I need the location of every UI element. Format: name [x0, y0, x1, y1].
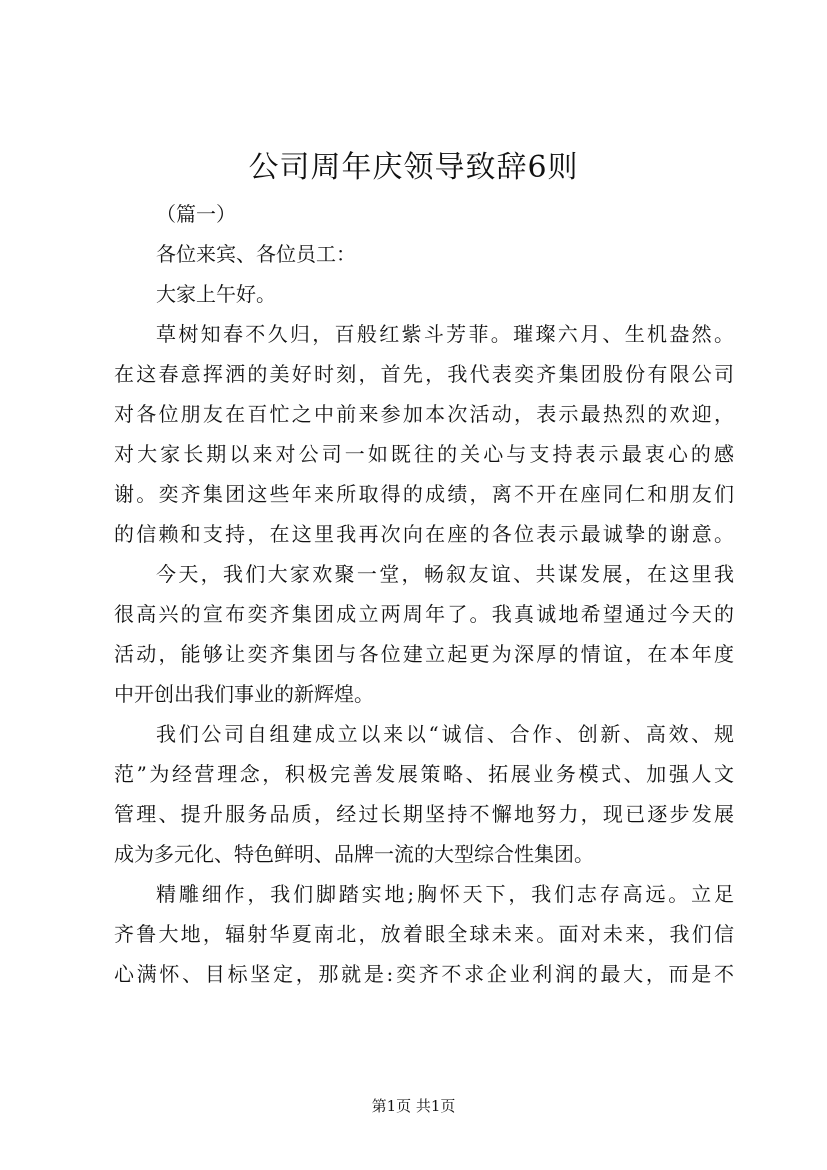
text-line: 谢。奕齐集团这些年来所取得的成绩，离不开在座同仁和朋友们 — [114, 482, 734, 506]
text-line: 活动，能够让奕齐集团与各位建立起更为深厚的情谊，在本年度 — [114, 642, 734, 666]
text-line: 草树知春不久归，百般红紫斗芳菲。璀璨六月、生机盎然。 — [156, 322, 734, 346]
text-line: 心满怀、目标坚定，那就是:奕齐不求企业利润的最大，而是不 — [114, 962, 734, 986]
text-line: 管理、提升服务品质，经过长期坚持不懈地努力，现已逐步发展 — [114, 802, 734, 826]
text-line: 齐鲁大地，辐射华夏南北，放着眼全球未来。面对未来，我们信 — [114, 922, 734, 946]
text-line: 大家上午好。 — [156, 282, 276, 306]
document-body — [114, 194, 734, 994]
text-line: 范”为经营理念，积极完善发展策略、拓展业务模式、加强人文 — [114, 762, 734, 786]
text-line: 对大家长期以来对公司一如既往的关心与支持表示最衷心的感 — [114, 442, 734, 466]
page-footer: 第1页 共1页 — [371, 1097, 456, 1115]
section-label: （篇一） — [156, 202, 236, 226]
text-line: 很高兴的宣布奕齐集团成立两周年了。我真诚地希望通过今天的 — [114, 602, 734, 626]
text-line: 中开创出我们事业的新辉煌。 — [114, 682, 374, 706]
text-line: 我们公司自组建成立以来以“诚信、合作、创新、高效、规 — [156, 722, 734, 746]
paragraph-lines — [114, 234, 734, 994]
text-line: 在这春意挥洒的美好时刻，首先，我代表奕齐集团股份有限公司 — [114, 362, 734, 386]
text-line: 精雕细作，我们脚踏实地;胸怀天下，我们志存高远。立足 — [156, 882, 734, 906]
text-line: 的信赖和支持，在这里我再次向在座的各位表示最诚挚的谢意。 — [114, 522, 734, 546]
text-line: 成为多元化、特色鲜明、品牌一流的大型综合性集团。 — [114, 842, 594, 866]
text-line: 今天，我们大家欢聚一堂，畅叙友谊、共谋发展，在这里我 — [156, 562, 734, 586]
text-line: 各位来宾、各位员工： — [156, 242, 356, 266]
text-line: 对各位朋友在百忙之中前来参加本次活动，表示最热烈的欢迎， — [114, 402, 734, 426]
document-title: 公司周年庆领导致辞6则 — [248, 150, 579, 185]
